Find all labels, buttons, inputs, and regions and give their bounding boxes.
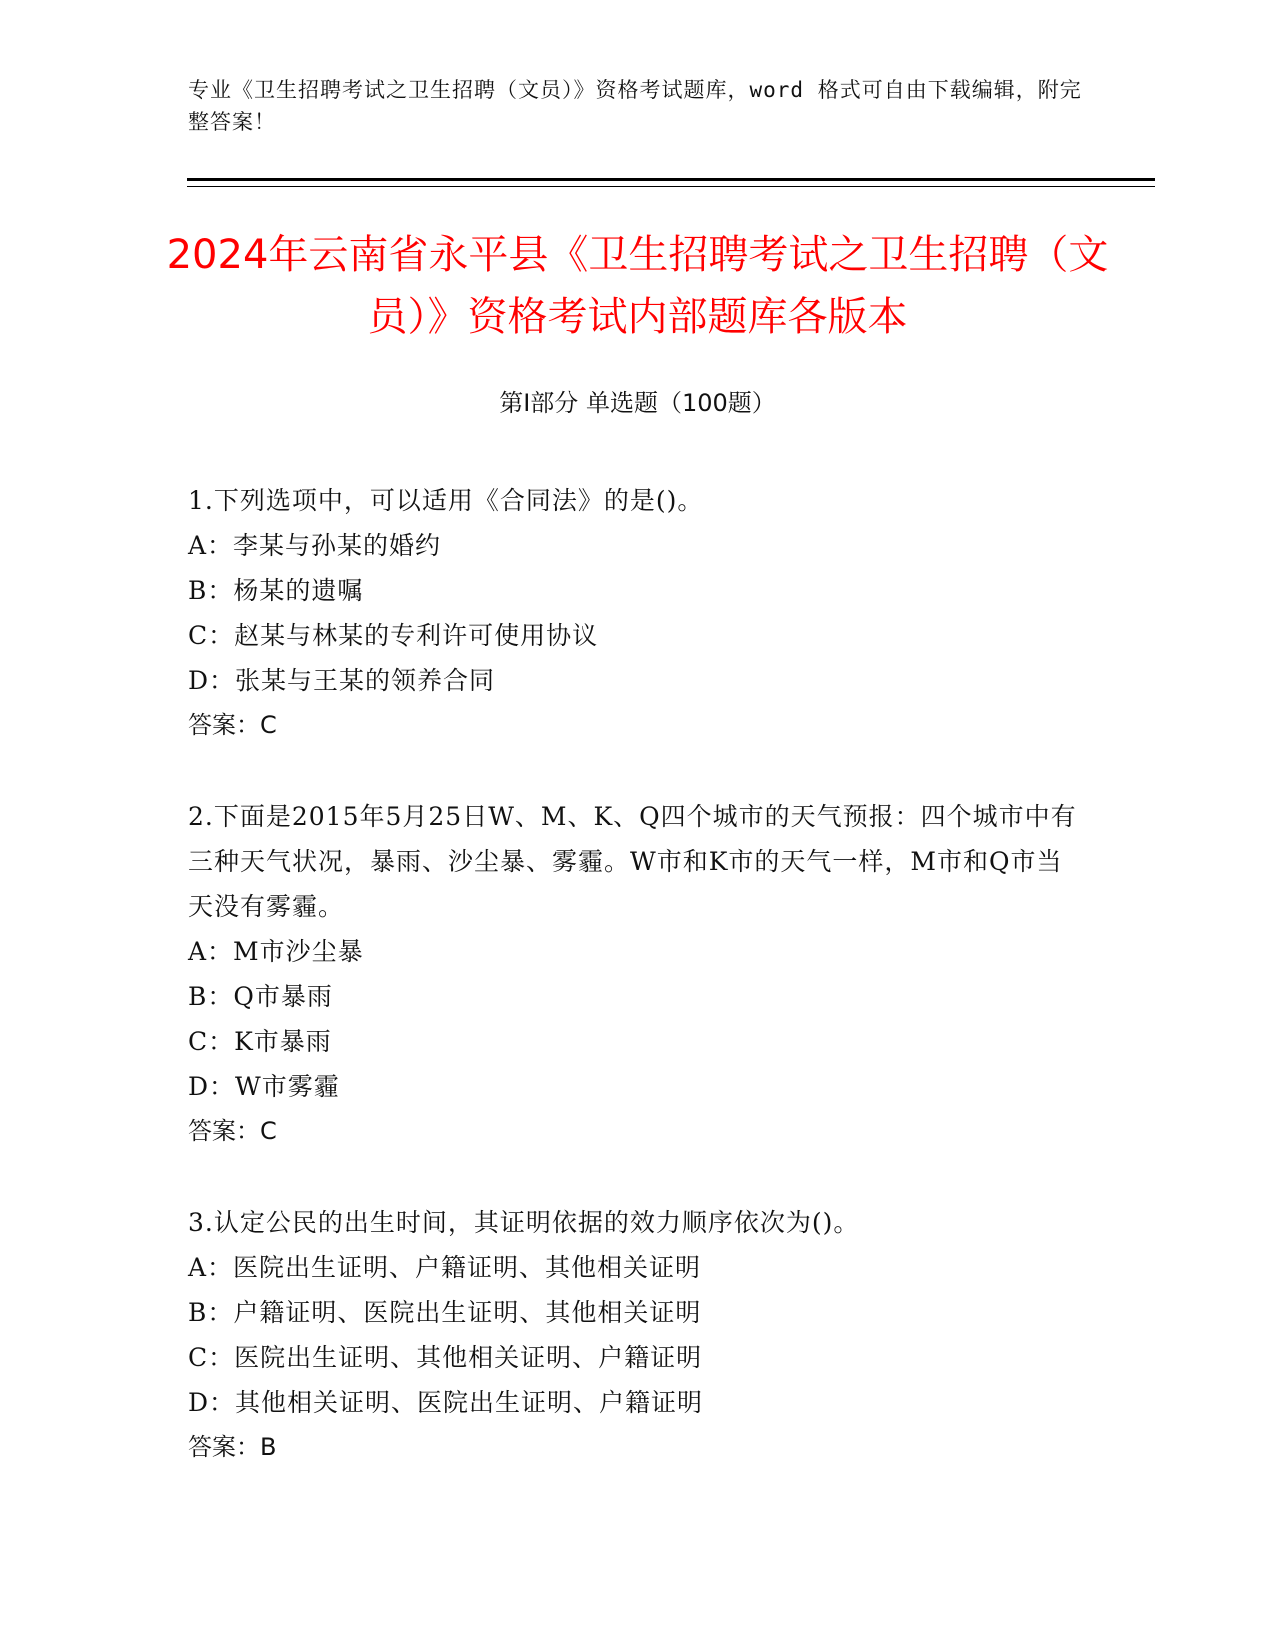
- question-stem: 1.下列选项中，可以适用《合同法》的是()。: [188, 486, 704, 515]
- document-title: 2024年云南省永平县《卫生招聘考试之卫生招聘（文员）》资格考试内部题库各版本: [166, 232, 1109, 340]
- option-a: A：医院出生证明、户籍证明、其他相关证明: [188, 1253, 702, 1282]
- option-d: D：W市雾霾: [188, 1072, 340, 1101]
- option-a: A：李某与孙某的婚约: [188, 531, 442, 560]
- option-b: B：户籍证明、医院出生证明、其他相关证明: [188, 1298, 702, 1327]
- question-stem: 2.下面是2015年5月25日W、M、K、Q四个城市的天气预报：四个城市中有三种天气状况，暴雨、沙尘暴、雾霾。W市和K市的天气一样，M市和Q市当天没有雾霾。: [188, 802, 1077, 921]
- option-d: D：其他相关证明、医院出生证明、户籍证明: [188, 1388, 704, 1417]
- option-b: B：Q市暴雨: [188, 982, 333, 1011]
- option-d: D：张某与王某的领养合同: [188, 666, 496, 695]
- header-divider-thick: [187, 178, 1155, 181]
- question-3: [188, 1200, 1088, 1470]
- header-divider-thin: [187, 186, 1155, 187]
- option-c: C：医院出生证明、其他相关证明、户籍证明: [188, 1343, 703, 1372]
- question-stem: 3.认定公民的出生时间，其证明依据的效力顺序依次为()。: [188, 1208, 860, 1237]
- option-a: A：M市沙尘暴: [188, 937, 364, 966]
- option-c: C：赵某与林某的专利许可使用协议: [188, 621, 599, 650]
- header-note: 专业《卫生招聘考试之卫生招聘（文员）》资格考试题库，word 格式可自由下载编辑，附完整答案！: [188, 78, 1082, 134]
- section-title: 第Ⅰ部分 单选题（100题）: [499, 389, 776, 417]
- answer: 答案：C: [188, 1117, 277, 1145]
- question-1: [188, 478, 1088, 748]
- option-c: C：K市暴雨: [188, 1027, 332, 1056]
- option-b: B：杨某的遗嘱: [188, 576, 364, 605]
- question-2: [188, 794, 1088, 1154]
- question-list: [188, 478, 1088, 1516]
- answer: 答案：C: [188, 711, 277, 739]
- answer: 答案：B: [188, 1433, 277, 1461]
